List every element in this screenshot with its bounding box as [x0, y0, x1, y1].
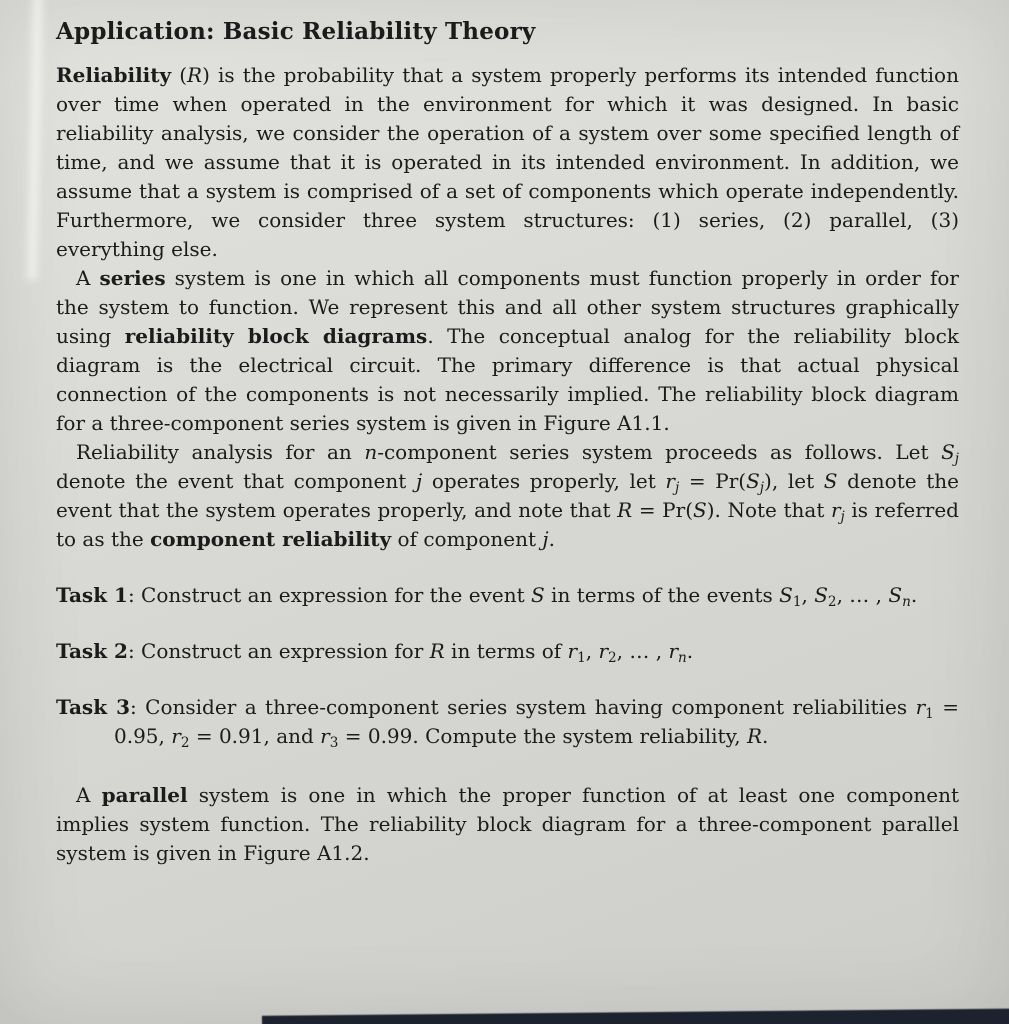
task-3: Task 3: Consider a three-component series system having component reliabilities $r_1 = 0.95$, $r_2 = 0.91$, and $r_3 = 0.99$. Compute the system reliability, R. [56, 695, 959, 751]
paragraph-reliability-definition: Reliability (R) is the probability that a system properly performs its intended function over time when operated in the environment for which it was designed. In basic reliability analysis, we consider the operation of a system over some specified length of time, and we assume that it is operated in its intended environment. In addition, we assume that a system is comprised of a set of components which operate independently. Furthermore, we consider three system structures: (1) series, (2) parallel, (3) everything else. [56, 63, 959, 261]
section-title: Application: Basic Reliability Theory [56, 18, 536, 45]
task-1: Task 1: Construct an expression for the event S in terms of the events $S_1$, $S_2$, … , $S_n$. [56, 583, 918, 610]
paragraph-parallel-system: A parallel system is one in which the proper function of at least one component implies system function. The reliability block diagram for a three-component parallel system is given in Figure A1.2. [56, 783, 959, 865]
paragraph-reliability-analysis: Reliability analysis for an n-component series system proceeds as follows. Let $S_j$ denote the event that component j operates properly, let $r_j = Pr(S_j)$, let S denote the event that the system operates properly, and note that R = Pr(S). Note that $r_j$ is referred to as the component reliability of component j. [56, 440, 960, 551]
task-2: Task 2: Construct an expression for R in terms of $r_1$, $r_2$, … , $r_n$. [56, 639, 694, 666]
paragraph-series-system: A series system is one in which all components must function properly in order for the system to function. We represent this and all other system structures graphically using reliability block diagrams. The conceptual analog for the reliability block diagram is the electrical circuit. The primary difference is that actual physical connection of the components is not necessarily implied. The reliability block diagram for a three-component series system is given in Figure A1.1. [56, 266, 959, 435]
